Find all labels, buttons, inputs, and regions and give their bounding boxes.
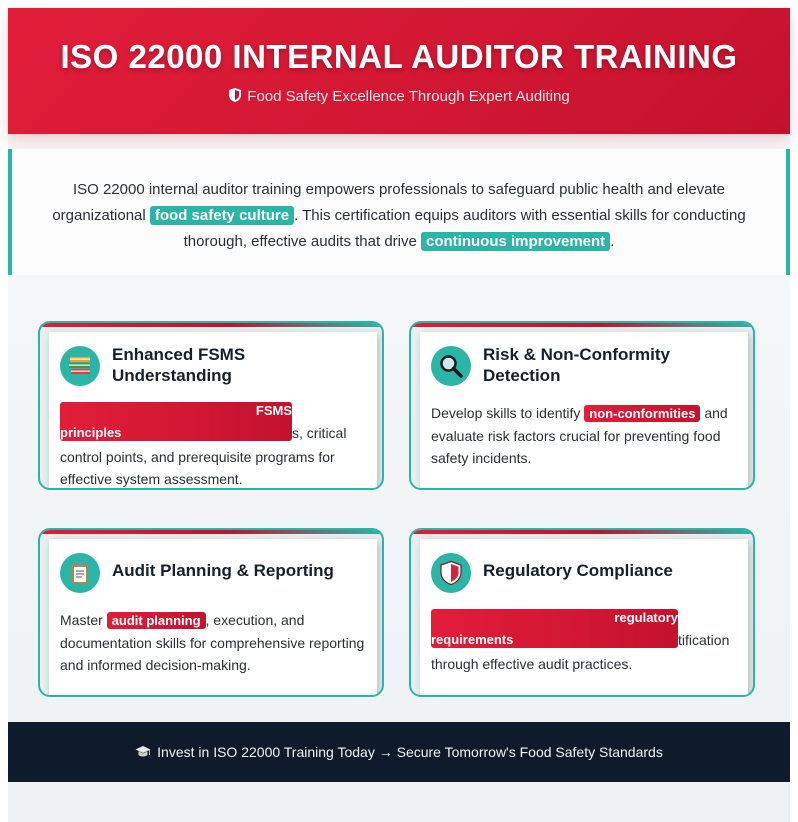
non-conformities-highlight: non-conformities — [584, 405, 700, 422]
books-icon — [60, 346, 100, 386]
highlight-tail: tification — [678, 632, 730, 648]
intro-text-2: . This certification equips auditors with essential skills for conducting thorough, effective audits that drive — [183, 207, 746, 250]
card-title: Risk & Non-Conformity Detection — [483, 345, 670, 385]
card-description — [431, 609, 741, 675]
card-body-text: and evaluate risk factors crucial for preventing food safety incidents. — [431, 405, 728, 466]
card-description — [60, 402, 370, 490]
card-description — [60, 609, 370, 676]
page — [8, 8, 790, 822]
card-body-pre: Master — [60, 612, 107, 628]
shield-icon — [431, 553, 471, 593]
page-subtitle — [8, 87, 790, 107]
card-body-text: through effective audit practices. — [431, 656, 633, 672]
page-title: ISO 22000 INTERNAL AUDITOR TRAINING — [60, 38, 738, 75]
fsms-principles-highlight — [60, 402, 292, 441]
card-body-text: , execution, and documentation skills for comprehensive reporting and informed decision-making. — [60, 612, 365, 673]
regulatory-requirements-highlight — [431, 609, 678, 648]
highlight-line-2: requirements — [431, 632, 514, 647]
card-body-pre: Develop skills to identify — [431, 405, 585, 421]
card-description — [431, 402, 741, 469]
intro-highlight-1: food safety culture — [150, 206, 294, 225]
highlight-line-1: regulatory — [614, 610, 678, 625]
footer-text: Invest in ISO 22000 Training Today → Secure Tomorrow's Food Safety Standards — [157, 744, 663, 760]
intro-text-1: ISO 22000 internal auditor training empowers professionals to safeguard public health and elevate organizational — [52, 181, 726, 224]
card-panel — [49, 332, 377, 490]
card-panel — [49, 539, 377, 697]
fsms-highlight-block — [60, 402, 370, 446]
card-fsms — [38, 321, 384, 490]
clipboard-icon — [60, 553, 100, 593]
card-title: Audit Planning & Reporting — [112, 561, 334, 580]
regulatory-highlight-block — [431, 609, 741, 653]
footer-banner — [8, 722, 790, 782]
highlight-line-1: FSMS — [255, 403, 292, 418]
intro-text-3: . — [610, 233, 615, 250]
graduation-cap-icon — [135, 724, 151, 784]
highlight-line-2: principles — [60, 425, 122, 440]
card-risk — [409, 321, 755, 490]
header-banner — [8, 8, 790, 134]
card-body-text: control points, and prerequisite programs for effective system assessment. — [60, 449, 335, 487]
audit-planning-highlight: audit planning — [107, 612, 206, 629]
card-regulatory — [409, 528, 755, 697]
magnifier-icon — [431, 346, 471, 386]
intro-highlight-2: continuous improvement — [421, 232, 610, 251]
highlight-tail: s, critical — [292, 425, 347, 441]
shield-icon — [228, 87, 242, 107]
subtitle-text: Food Safety Excellence Through Expert Auditing — [247, 88, 570, 105]
intro-panel — [8, 149, 790, 275]
card-title: Enhanced FSMS Understanding — [112, 345, 246, 385]
card-audit-planning — [38, 528, 384, 697]
card-title: Regulatory Compliance — [483, 561, 673, 580]
card-panel — [420, 332, 748, 490]
card-panel — [420, 539, 748, 697]
